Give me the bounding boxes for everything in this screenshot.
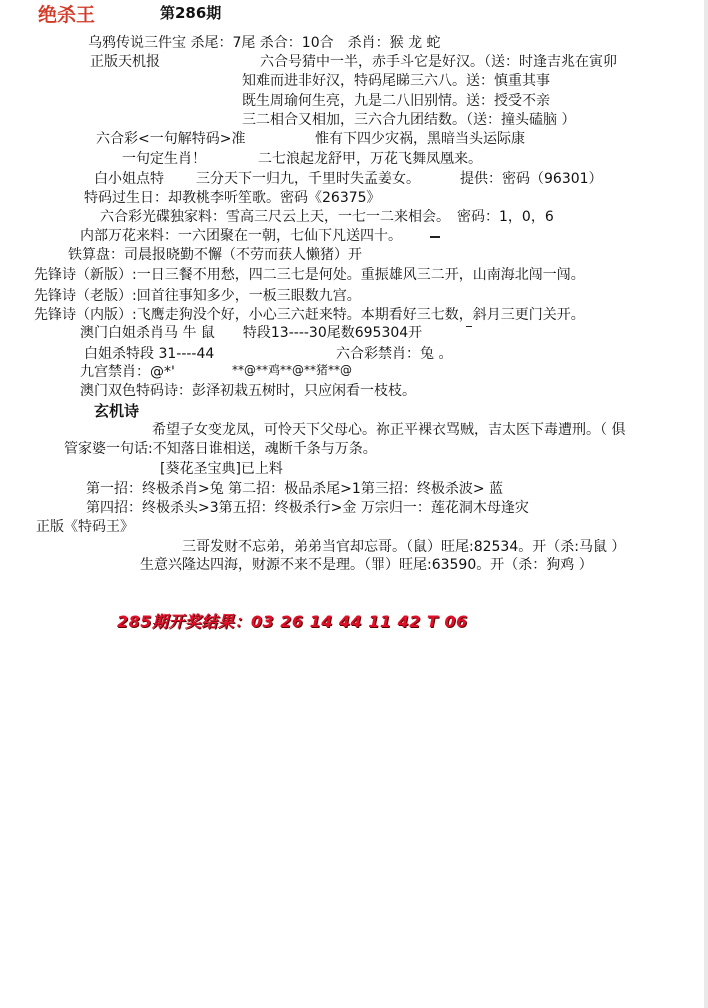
text-line: 既生周瑜何生亮，九是二八旧别情。送：授受不亲 <box>242 93 550 109</box>
text-line: 特码过生日：却教桃李听笙歌。密码《26375》 <box>84 190 381 206</box>
text-line: 三分天下一归九，千里时失孟姜女。 <box>196 171 420 187</box>
text-line: **@**鸡**@**猪**@ <box>232 363 353 377</box>
page-title: 绝杀王 <box>38 4 96 26</box>
text-line: 六合彩光碟独家料：雪高三尺云上天，一七一二来相会。 密码：1，0，6 <box>100 209 554 225</box>
text-line: 第一招：终极杀肖>兔 第二招：极品杀尾>1第三招：终极杀波> 蓝 <box>86 481 503 497</box>
divider <box>466 326 472 327</box>
text-line: 惟有下四少灾祸，黑暗当头运际康 <box>315 131 525 147</box>
text-line: 九宫禁肖：@*' <box>80 364 175 380</box>
text-line: 三二相合又相加，三六合九团结数。（送：撞头磕脑 ） <box>242 112 576 128</box>
text-line: 六合号猜中一半，赤手斗它是好汉。（送：时逢吉兆在寅卯 <box>260 54 617 70</box>
text-line: 第四招：终极杀头>3第五招：终极杀行>金 万宗归一：莲花洞木母逢灾 <box>86 500 529 516</box>
text-line: 管家婆一句话:不知落日谁相送，魂断千条与万条。 <box>64 441 377 457</box>
text-line: 澳门白姐杀肖马 牛 鼠 特段13----30尾数695304开 <box>80 325 423 341</box>
text-line: 白姐杀特段 31----44 <box>84 346 215 362</box>
text-line: 先锋诗（内版）:飞鹰走狗没个好，小心三六赶来特。本期看好三七数，斜月三更门关开。 <box>34 307 585 323</box>
section-label: 白小姐点特 <box>94 171 164 187</box>
lottery-result: 285期开奖结果：03 26 14 44 11 42 T 06 <box>117 612 468 631</box>
divider <box>430 236 440 238</box>
text-line: 先锋诗（老版）:回首往事知多少，一板三眼数九宫。 <box>34 288 361 304</box>
text-line: 生意兴隆达四海，财源不来不是理。（罪）旺尾:63590。开（杀：狗鸡 ） <box>140 557 593 573</box>
text-line: 知难而进非好汉，特码尾睇三六八。送：慎重其事 <box>242 73 550 89</box>
text-line: 先锋诗（新版）:一日三餐不用愁，四二三七是何处。重振雄风三二开，山南海北闯一闯。 <box>34 267 585 283</box>
section-label: 正版《特码王》 <box>36 519 134 535</box>
section-label: 正版天机报 <box>90 54 160 70</box>
text-line: 六合彩禁肖：兔 。 <box>336 346 453 362</box>
section-label: 六合彩<一句解特码>准 <box>96 131 246 147</box>
section-label: 一句定生肖！ <box>122 151 206 167</box>
text-line: 三哥发财不忘弟，弟弟当官却忘哥。（鼠）旺尾:82534。开（杀:马鼠 ） <box>182 539 626 555</box>
text-line: 铁算盘：司晨报晓勤不懈（不劳而获人懒猪）开 <box>68 247 362 263</box>
text-line: 乌鸦传说三件宝 杀尾：7尾 杀合：10合 杀肖：猴 龙 蛇 <box>88 35 441 51</box>
page-edge <box>704 0 708 1008</box>
text-line: 澳门双色特码诗：彭泽初栽五树时，只应闲看一枝枝。 <box>80 383 416 399</box>
text-line: 二七浪起龙舒甲，万花飞舞凤凰来。 <box>258 151 482 167</box>
section-label: [葵花圣宝典]已上料 <box>160 461 283 477</box>
text-line: 提供：密码（96301） <box>460 171 603 187</box>
text-line: 希望子女变龙凤，可怜天下父母心。祢正平裸衣骂贼，吉太医下毒遭刑。（ 俱 <box>152 422 626 438</box>
text-line: 内部万花来料：一六团聚在一朝，七仙下凡送四十。 <box>80 228 402 244</box>
section-label: 玄机诗 <box>94 402 140 420</box>
issue-number: 第286期 <box>160 4 222 22</box>
